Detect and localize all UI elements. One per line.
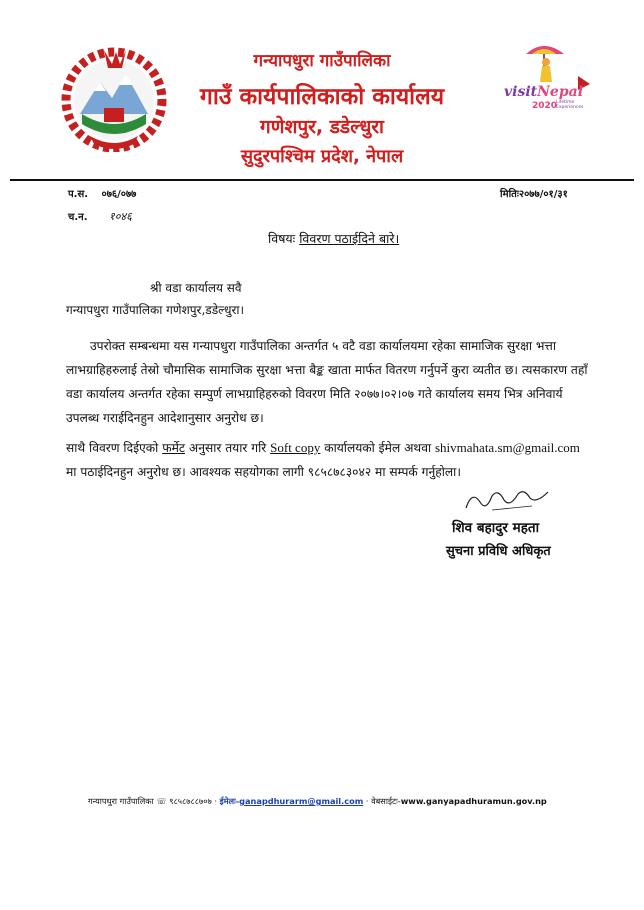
p2-email: shivmahata.sm@gmail.com	[435, 440, 580, 455]
signatory-title: सुचना प्रविधि अधिकृत	[446, 544, 551, 559]
subject-text: विवरण पठाईदिने बारे।	[299, 231, 400, 246]
handwritten-signature	[462, 486, 552, 514]
p2-format: फर्मेट	[162, 441, 186, 455]
cn-number	[68, 209, 132, 224]
date-label: मितिः	[500, 189, 519, 200]
date	[500, 186, 568, 200]
header-line-4: सुदुरपश्चिम प्रदेश, नेपाल	[240, 146, 404, 167]
footer-website[interactable]: www.ganyapadhuramun.gov.np	[400, 796, 547, 806]
header-line-1: गन्यापधुरा गाउँपालिका	[253, 51, 391, 71]
visit-text: visit	[504, 84, 538, 100]
footer-separator-2: ·	[365, 796, 369, 806]
nepal-text: Nepal	[537, 84, 584, 100]
ps-label: प.स.	[68, 189, 89, 200]
footer-phone: ९८५८७८८७०७	[169, 796, 212, 806]
p2-soft-copy: Soft copy	[270, 440, 321, 455]
visit-nepal-logo	[498, 40, 598, 118]
p2-text-g: मा पठाईदिनहुन अनुरोध छ। आवश्यक सहयोगका लागी ९८५८७८३०४२ मा सम्पर्क गर्नुहोला।	[66, 465, 461, 479]
tagline-text: Lifetime Experiences	[556, 100, 584, 110]
header-divider	[10, 179, 634, 181]
cn-label: च.न.	[68, 212, 88, 223]
p2-text-e: कार्यालयको ईमेल अथवा	[324, 441, 432, 455]
year-text: 2020	[532, 101, 558, 111]
header-line-3: गणेशपुर, डडेल्धुरा	[260, 116, 384, 138]
footer-email-label: ईमेलः-	[219, 796, 240, 806]
footer-org: गन्यापधुरा गाउँपालिका	[88, 796, 154, 806]
ps-number	[68, 186, 136, 200]
signatory-name: शिव बहादुर महता	[452, 520, 540, 536]
p2-text-c: अनुसार तयार गरि	[188, 441, 267, 455]
subject-line	[268, 230, 399, 247]
cn-value: १०४६	[108, 210, 132, 223]
p2-text-a: साथै विवरण दिईएको	[66, 441, 159, 455]
header-line-2: गाउँ कार्यपालिकाको कार्यालय	[199, 84, 445, 110]
phone-icon: ☏	[156, 796, 167, 806]
recipient-line-2: गन्यापधुरा गाउँपालिका गणेशपुर,डडेल्धुरा।	[66, 303, 245, 317]
subject-label: विषयः	[268, 231, 296, 246]
date-value: २०७७/०१/३१	[518, 189, 568, 200]
footer-email[interactable]: ganapdhurarm@gmail.com	[239, 796, 364, 806]
ps-value: ०७६/०७७	[101, 189, 137, 200]
footer	[88, 796, 608, 807]
footer-website-label: वेबसाईटः-	[371, 796, 401, 806]
recipient-line-1: श्री वडा कार्यालय सवै	[150, 281, 242, 295]
body-paragraph-1: उपरोक्त सम्बन्धमा यस गन्यापधुरा गाउँपालिका अन्तर्गत ५ वटै वडा कार्यालयमा रहेका सामाजिक सुरक्षा भत्ता लाभग्राहिहरुलाई तेस्रो चौमासिक सामाजिक सुरक्षा भत्ता बैङ्क खाता मार्फत वितरण गर्नुपर्ने कुरा व्यतीत छ। त्यसकारण तहाँ वडा कार्यालय अन्तर्गत रहेका सम्पुर्ण लाभग्राहिहरुको विवरण मिति २०७७।०२।०७ गते कार्यालय समय भित्र अनिवार्य उपलब्ध गराईदिनहुन आदेशानुसार अनुरोध छ।	[66, 339, 588, 425]
footer-separator-1: ·	[214, 796, 217, 806]
body-paragraph-2	[66, 436, 590, 484]
